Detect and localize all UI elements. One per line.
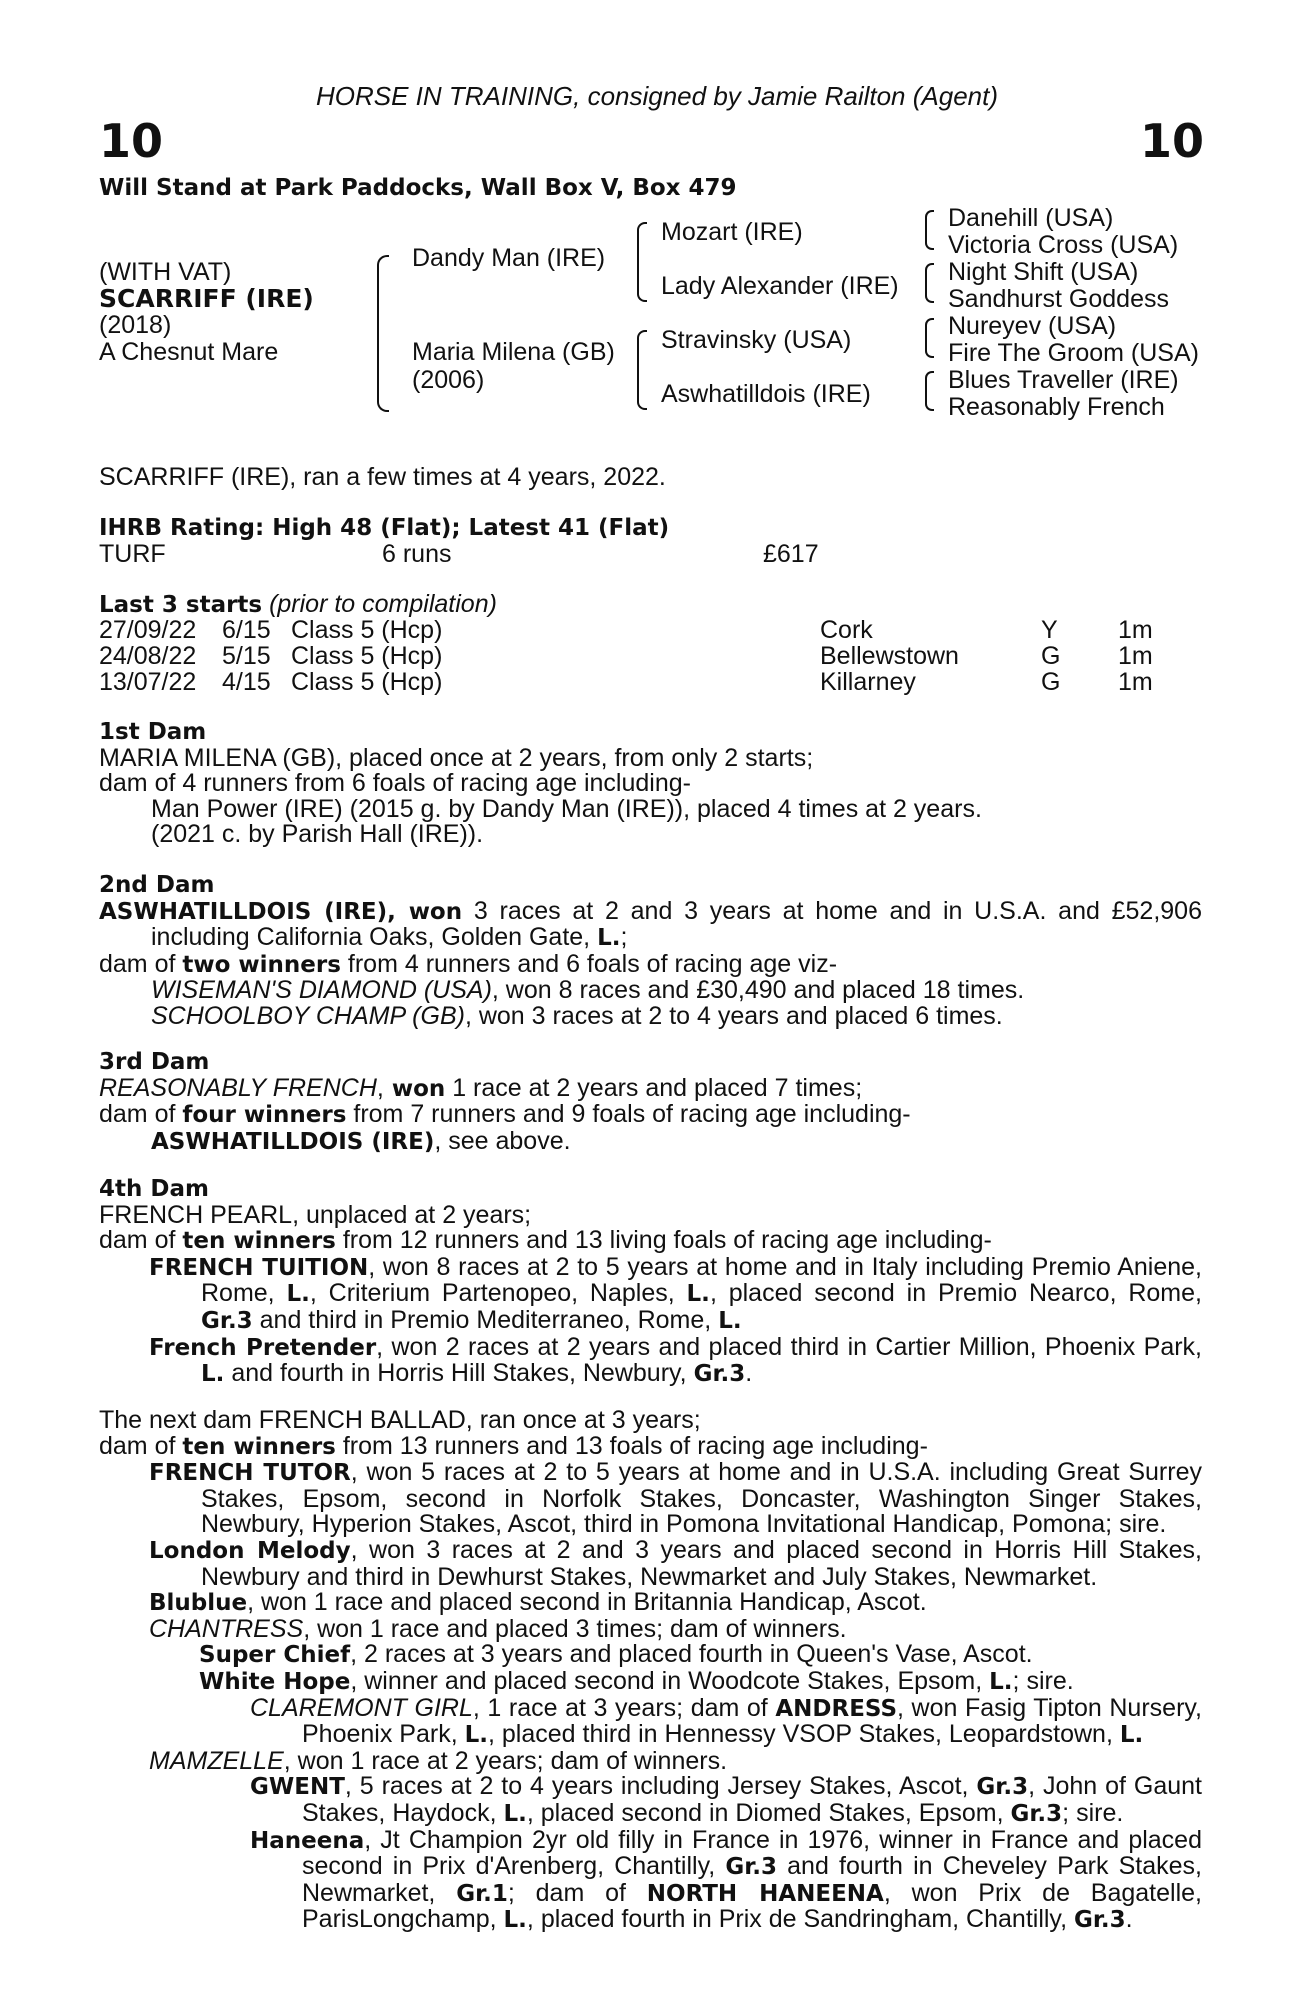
listed-label: L. (503, 1907, 527, 1934)
text: , 2 races at 3 years and placed fourth in Queen's Vase, Ascot. (350, 1640, 1033, 1669)
race-summary: SCARRIFF (IRE), ran a few times at 4 years, 2022. (99, 463, 666, 491)
group-label: Gr.3 (1010, 1800, 1063, 1827)
start-race: Class 5 (Hcp) (291, 668, 443, 696)
dam-line: MARIA MILENA (GB), placed once at 2 years, from only 2 starts; (99, 743, 814, 772)
progeny-line (99, 1774, 1202, 1827)
lot-number-right: 10 (1139, 114, 1204, 168)
text: dam of (99, 1431, 183, 1460)
start-distance: 1m (1118, 616, 1153, 644)
pedigree-brace-sire (637, 222, 647, 302)
start-row (99, 618, 1202, 644)
dam-name: REASONABLY FRENCH (99, 1073, 377, 1102)
winners-count: four winners (182, 1102, 347, 1129)
text: from 7 runners and 9 foals of racing age including- (346, 1100, 911, 1129)
progeny-line (99, 1693, 1202, 1749)
text: , won Fasig Tipton Nursery, Phoenix Park, (302, 1693, 1202, 1749)
start-race: Class 5 (Hcp) (291, 642, 443, 670)
pedigree-dam: Maria Milena (GB) (412, 338, 615, 366)
progeny-line (99, 1746, 1202, 1775)
pedigree-brace-dd (925, 371, 934, 411)
text: , winner and placed second in Woodcote Stakes, Epsom, (350, 1666, 990, 1695)
text: dam of (99, 949, 183, 978)
text: , placed third in Hennessy VSOP Stakes, Leopardstown, (488, 1720, 1120, 1749)
pedigree-sire-sire: Mozart (IRE) (661, 218, 803, 246)
section-title: 1st Dam (99, 719, 207, 745)
punct: ; (620, 923, 628, 952)
start-going: Y (1041, 616, 1058, 644)
progeny-line: Man Power (IRE) (2015 g. by Dandy Man (IRE)), placed 4 times at 2 years. (151, 794, 982, 823)
listed-label: L. (503, 1800, 527, 1827)
group-label: Gr.3 (693, 1361, 746, 1388)
pedigree-dss: Nureyev (USA) (948, 312, 1117, 340)
start-going: G (1041, 668, 1061, 696)
progeny-line (99, 1642, 1202, 1669)
start-position: 4/15 (222, 668, 271, 696)
start-row (99, 670, 1202, 696)
progeny-line (99, 1590, 1202, 1617)
dam-summary (99, 1228, 1202, 1255)
pedigree-brace-ds (925, 318, 934, 358)
start-course: Killarney (820, 668, 916, 696)
text: , Jt Champion 2yr old filly in France in 1976, winner in France and placed second in Prix d'Arenberg, Chantilly, (302, 1825, 1202, 1881)
horse-name: SCARRIFF (IRE) (99, 284, 314, 313)
progeny-name: NORTH HANEENA (646, 1880, 884, 1907)
surface: TURF (99, 540, 166, 568)
punct: . (1125, 1905, 1133, 1934)
start-distance: 1m (1118, 668, 1153, 696)
text: 1 race at 2 years and placed 7 times; (445, 1073, 863, 1102)
progeny-name: WISEMAN'S DIAMOND (USA) (151, 976, 492, 1005)
next-dam-section (99, 1408, 1202, 1934)
progeny-name: FRENCH TUITION (149, 1254, 369, 1281)
text: , placed second in Diomed Stakes, Epsom, (526, 1798, 1011, 1827)
winners-count: two winners (182, 951, 341, 978)
progeny-line (99, 1460, 1202, 1538)
text: from 4 runners and 6 foals of racing age viz- (340, 949, 838, 978)
text: , won 1 race and placed second in Britannia Handicap, Ascot. (247, 1588, 927, 1617)
dam-record: ASWHATILLDOIS (IRE), won 3 races at 2 and 3 years at home and in U.S.A. and £52,906 including California Oaks, Golden Gate, L.; (99, 896, 1202, 952)
text: , won 5 races at 2 to 5 years at home and in U.S.A. including Great Surrey Stakes, Epsom, second in Norfolk Stakes, Doncaster, Washington Singer Stakes, Newbury, Hyperion Stakes, Ascot, third in Pomona Invitational Handicap, Pomona; sire. (201, 1458, 1202, 1539)
start-distance: 1m (1118, 642, 1153, 670)
last-starts-note: (prior to compilation) (269, 590, 497, 618)
text: , 1 race at 3 years; dam of (472, 1693, 776, 1722)
runs: 6 runs (382, 540, 452, 568)
start-going: G (1041, 642, 1061, 670)
progeny-name: MAMZELLE (149, 1746, 284, 1775)
start-race: Class 5 (Hcp) (291, 616, 443, 644)
text: and fourth in Horris Hill Stakes, Newbury, (224, 1359, 694, 1388)
second-dam-section (99, 873, 1202, 1030)
progeny-line: (2021 c. by Parish Hall (IRE)). (151, 820, 484, 849)
start-position: 6/15 (222, 616, 271, 644)
progeny-name: ASWHATILLDOIS (IRE) (151, 1128, 435, 1155)
progeny-line (99, 1666, 1202, 1696)
text: dam of (99, 1100, 183, 1129)
listed-label: L. (201, 1361, 225, 1388)
progeny-line (99, 1614, 1202, 1643)
start-date: 13/07/22 (99, 668, 197, 696)
text: , placed second in Premio Nearco, Rome, (709, 1279, 1202, 1308)
start-date: 27/09/22 (99, 616, 197, 644)
dam-summary (99, 949, 1202, 979)
progeny-name: CHANTRESS (149, 1614, 304, 1643)
progeny-name: GWENT (250, 1774, 345, 1801)
text: ; sire. (1012, 1666, 1074, 1695)
text: , won 3 races at 2 to 4 years and placed 6 times. (464, 1001, 1003, 1030)
text: from 13 runners and 13 foals of racing age including- (335, 1431, 928, 1460)
group-label: Gr.3 (201, 1307, 253, 1334)
progeny-name: CLAREMONT GIRL (250, 1693, 473, 1722)
text: , placed fourth in Prix de Sandringham, Chantilly, (526, 1905, 1074, 1934)
pedigree-sss: Danehill (USA) (948, 204, 1114, 232)
section-title: 3rd Dam (99, 1049, 210, 1075)
section-title: 4th Dam (99, 1176, 209, 1202)
won-label: won (408, 898, 463, 925)
progeny-name: Super Chief (199, 1642, 351, 1669)
progeny-name: Blublue (149, 1590, 248, 1617)
earnings: £617 (763, 540, 819, 568)
dam-line: The next dam FRENCH BALLAD, ran once at 3 years; (99, 1406, 701, 1434)
pedigree-brace-dam (637, 330, 647, 410)
stable-location: Will Stand at Park Paddocks, Wall Box V, Box 479 (99, 175, 737, 201)
horse-year: (2018) (99, 311, 172, 339)
pedigree-sire: Dandy Man (IRE) (412, 244, 606, 272)
text: , won 8 races and £30,490 and placed 18 times. (491, 976, 1025, 1005)
dam-summary (99, 1431, 1202, 1461)
pedigree-sds: Night Shift (USA) (948, 258, 1139, 286)
dam-summary (99, 1102, 1202, 1129)
text: and fourth in Cheveley Park Stakes, Newmarket, (302, 1852, 1202, 1907)
text: , won Prix de Bagatelle, ParisLongchamp, (302, 1878, 1202, 1934)
winners-count: ten winners (182, 1228, 336, 1255)
last-starts-heading (99, 592, 497, 619)
progeny-name: French Pretender (149, 1334, 377, 1361)
text: , 5 races at 2 to 4 years including Jersey Stakes, Ascot, (344, 1772, 977, 1801)
pedigree-brace-sd (925, 263, 934, 303)
section-title: 2nd Dam (99, 872, 215, 898)
punct: . (745, 1359, 753, 1388)
progeny-name: Haneena (250, 1827, 365, 1854)
catalogue-header: HORSE IN TRAINING, consigned by Jamie Railton (Agent) (315, 81, 999, 111)
text: dam of (99, 1226, 183, 1255)
text: , won 1 race at 2 years; dam of winners. (283, 1746, 728, 1775)
progeny-line (99, 1535, 1202, 1591)
listed-label: L. (686, 1281, 710, 1308)
text: , won 2 races at 2 years and placed third in Cartier Million, Phoenix Park, (376, 1332, 1202, 1361)
dam-name: ASWHATILLDOIS (IRE) (99, 898, 388, 925)
earnings-row (99, 542, 1202, 568)
pedigree-sire-dam: Lady Alexander (IRE) (661, 272, 899, 300)
pedigree-dam-year: (2006) (412, 366, 485, 394)
pedigree-brace-ss (925, 210, 934, 250)
start-row (99, 644, 1202, 670)
text: , won 1 race and placed 3 times; dam of winners. (303, 1614, 847, 1643)
text: , won 3 races at 2 and 3 years and placed second in Horris Hill Stakes, Newbury and third in Dewhurst Stakes, Newmarket and July Stakes, Newmarket. (201, 1535, 1202, 1591)
horse-description: A Chesnut Mare (99, 338, 279, 366)
rating-line: IHRB Rating: High 48 (Flat); Latest 41 (Flat) (99, 515, 670, 541)
start-course: Bellewstown (820, 642, 959, 670)
progeny-name: SCHOOLBOY CHAMP (GB) (151, 1001, 465, 1030)
text: from 12 runners and 13 living foals of racing age including- (335, 1226, 992, 1255)
lot-number-left: 10 (99, 114, 164, 168)
listed-label: L. (286, 1281, 310, 1308)
text: , Criterium Partenopeo, Naples, (309, 1279, 687, 1308)
progeny-name: ANDRESS (775, 1695, 898, 1722)
listed-label: L. (464, 1722, 488, 1749)
progeny-line (99, 978, 1202, 1004)
group-label: Gr.3 (1073, 1907, 1126, 1934)
start-course: Cork (820, 616, 873, 644)
start-position: 5/15 (222, 642, 271, 670)
text: ; dam of (507, 1878, 647, 1907)
group-label: Gr.1 (456, 1880, 508, 1907)
third-dam-section (99, 1050, 1202, 1155)
progeny-name: White Hope (199, 1668, 351, 1695)
progeny-line (99, 1332, 1202, 1388)
listed-label: L. (597, 925, 621, 952)
dam-line: dam of 4 runners from 6 foals of racing age including- (99, 769, 691, 798)
progeny-name: FRENCH TUTOR (149, 1460, 351, 1487)
progeny-line (99, 1825, 1202, 1934)
listed-label: L. (1119, 1722, 1144, 1749)
pedigree-sdd: Sandhurst Goddess (948, 285, 1169, 313)
group-label: Gr.3 (725, 1854, 777, 1881)
progeny-line (99, 1252, 1202, 1335)
last-starts-title: Last 3 starts (99, 592, 263, 618)
pedigree-ddd: Reasonably French (948, 393, 1165, 421)
pedigree-dam-sire: Stravinsky (USA) (661, 326, 852, 354)
listed-label: L. (718, 1307, 742, 1334)
progeny-line (99, 1126, 1202, 1156)
first-dam-section (99, 720, 1202, 848)
text: , won 8 races at 2 to 5 years at home and in Italy including Premio Aniene, Rome, (201, 1252, 1202, 1308)
won-label: won (383, 1075, 446, 1102)
progeny-name: London Melody (149, 1537, 351, 1564)
dam-record: REASONABLY FRENCH, won 1 race at 2 years and placed 7 times; (99, 1073, 863, 1102)
start-date: 24/08/22 (99, 642, 197, 670)
pedigree-ssd: Victoria Cross (USA) (948, 231, 1179, 259)
dam-line: FRENCH PEARL, unplaced at 2 years; (99, 1200, 532, 1229)
progeny-line (99, 1001, 1202, 1030)
text: ; sire. (1062, 1798, 1124, 1827)
text: and third in Premio Mediterraneo, Rome, (252, 1305, 719, 1334)
listed-label: L. (989, 1668, 1013, 1695)
dam-record-text: 3 races at 2 and 3 years at home and in U.S.A. and £52,906 including California Oaks, Golden Gate, (151, 896, 1202, 952)
group-label: Gr.3 (976, 1774, 1029, 1801)
winners-count: ten winners (182, 1433, 336, 1460)
text: , John of Gaunt Stakes, Haydock, (302, 1772, 1202, 1827)
text: , see above. (434, 1126, 571, 1155)
fourth-dam-section (99, 1177, 1202, 1388)
pedigree-dsd: Fire The Groom (USA) (948, 339, 1199, 367)
vat-note: (WITH VAT) (99, 258, 232, 286)
pedigree-dam-dam: Aswhatilldois (IRE) (661, 380, 871, 408)
pedigree-brace-main (377, 255, 389, 412)
pedigree-dds: Blues Traveller (IRE) (948, 366, 1179, 394)
